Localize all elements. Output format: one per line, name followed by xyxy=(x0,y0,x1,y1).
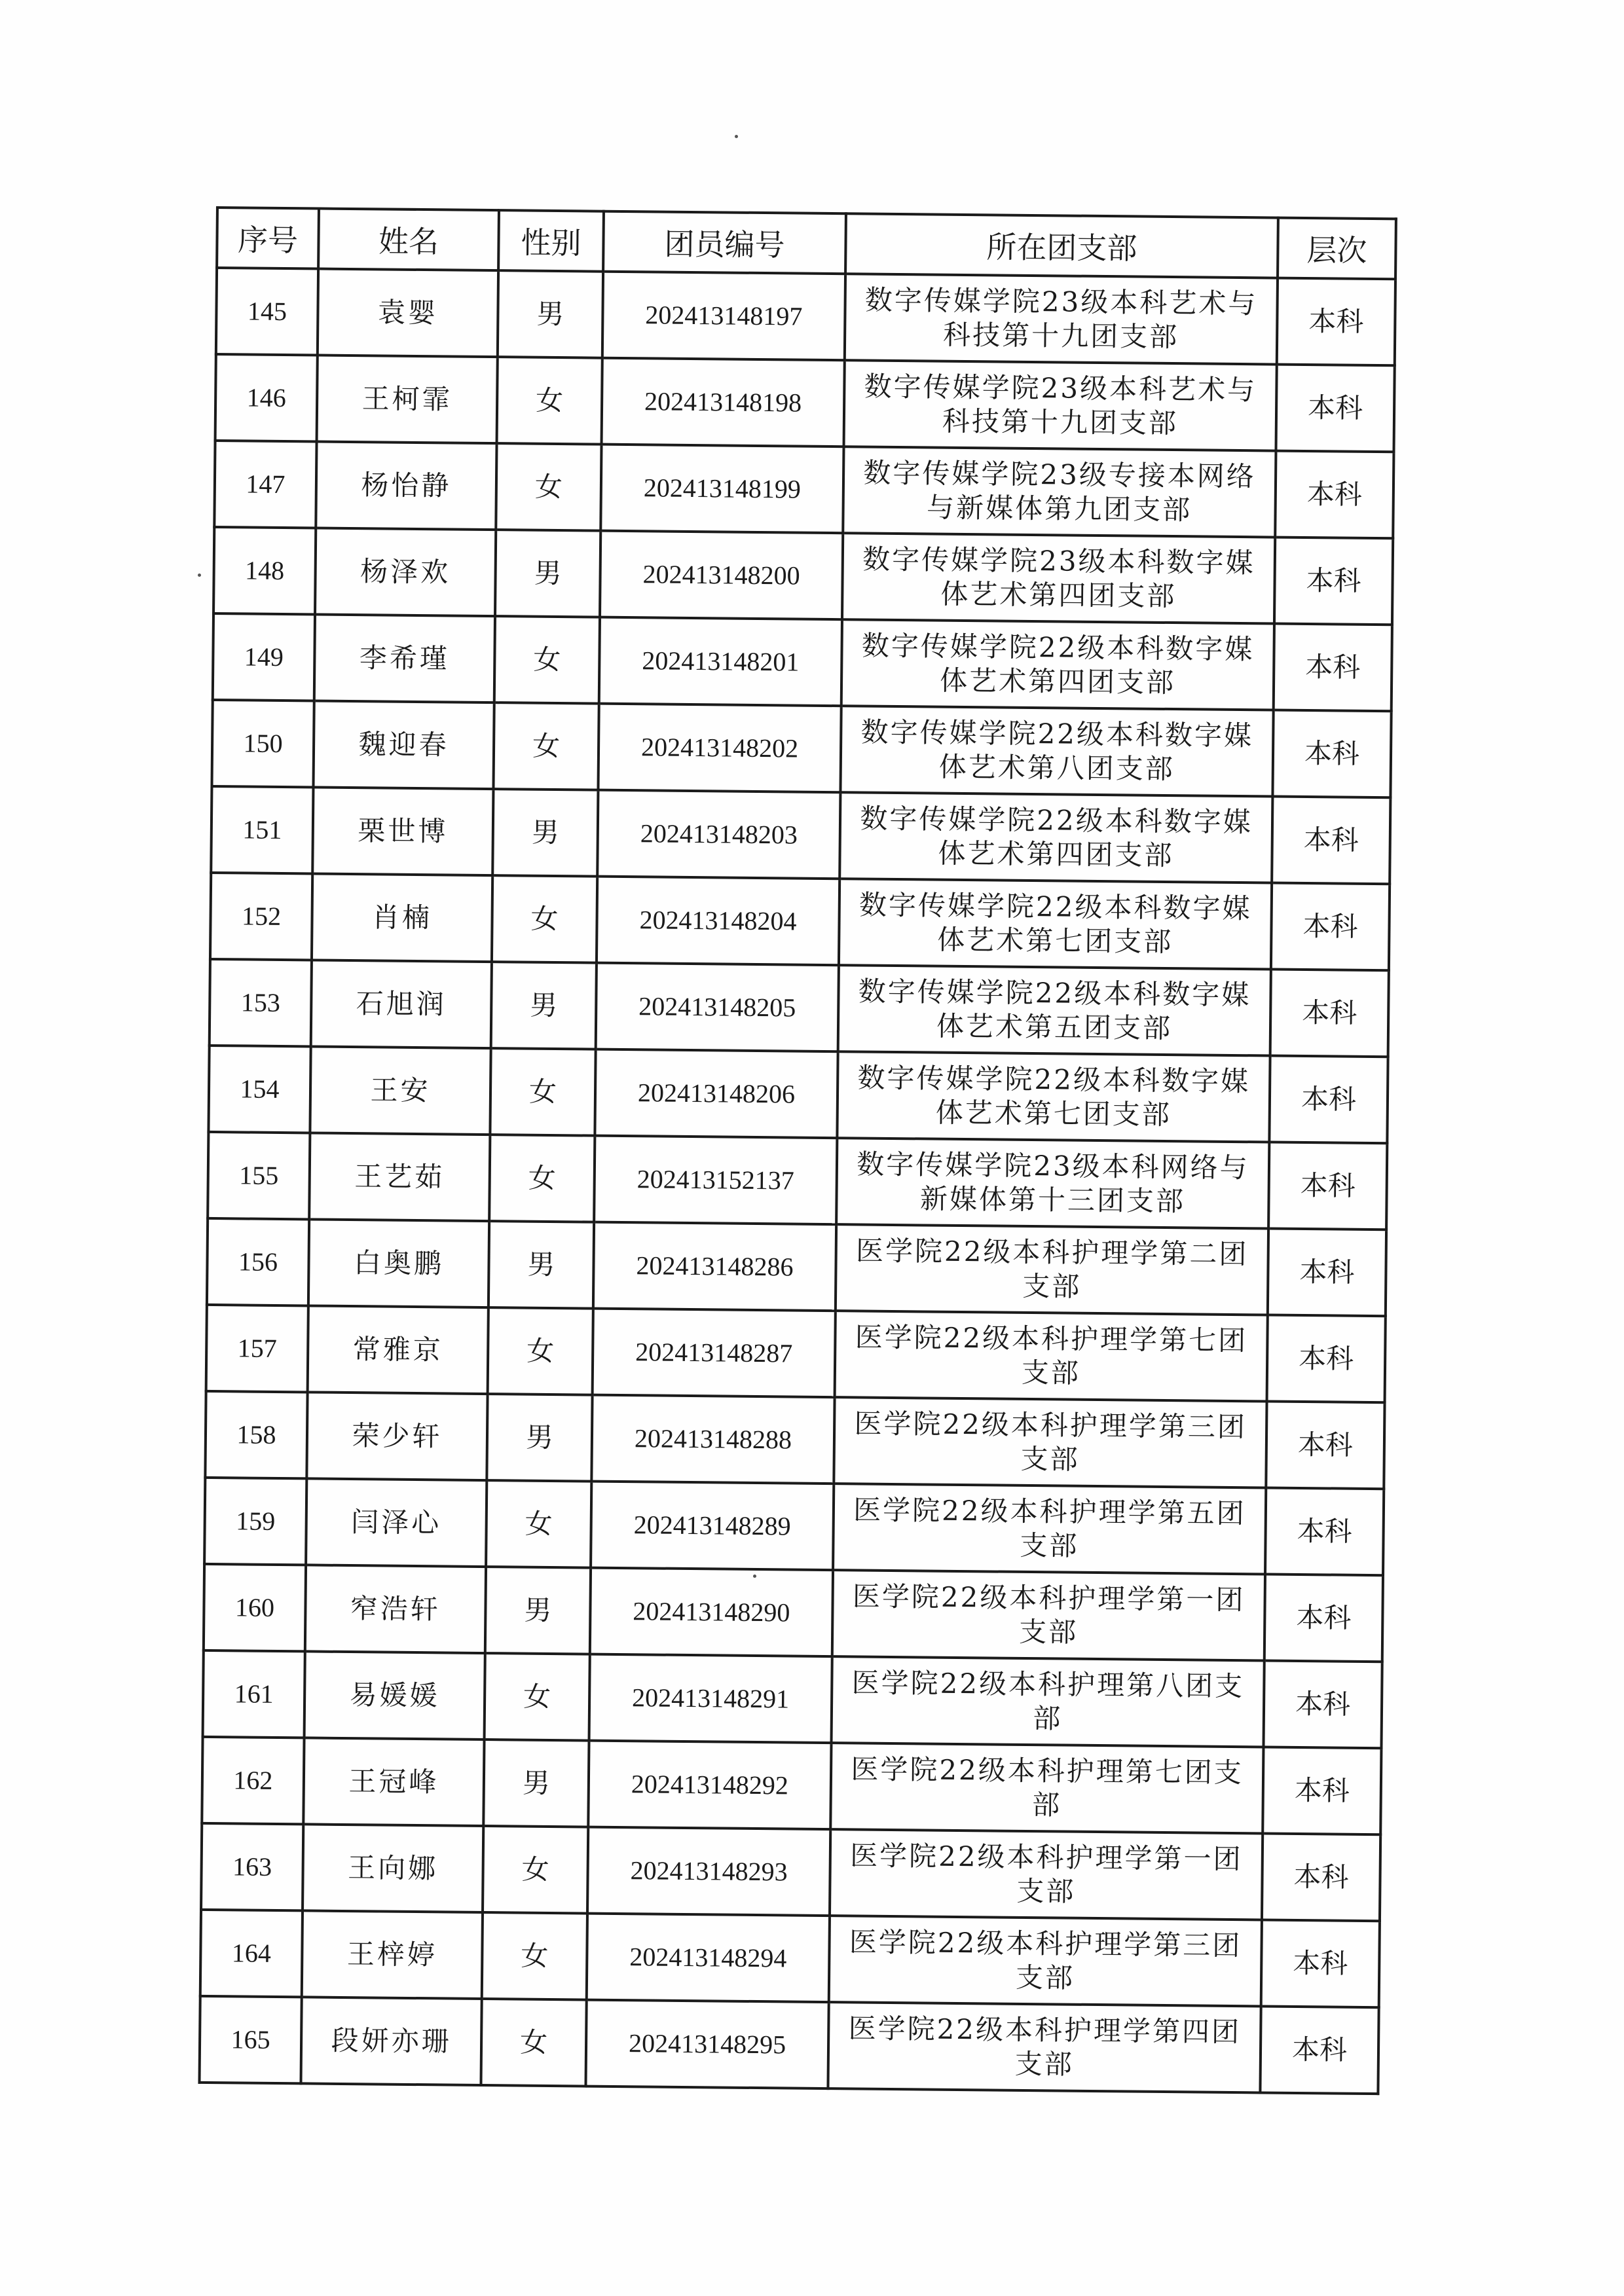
cell-name: 王冠峰 xyxy=(303,1738,484,1826)
table-row xyxy=(210,873,1390,970)
cell-seq: 151 xyxy=(211,786,313,873)
cell-level: 本科 xyxy=(1275,451,1393,539)
table-row xyxy=(199,1996,1378,2094)
table-row xyxy=(207,1218,1386,1316)
cell-member-id: 202413148202 xyxy=(598,704,841,793)
cell-level: 本科 xyxy=(1260,2006,1378,2094)
header-gender: 性别 xyxy=(498,210,604,272)
cell-gender: 女 xyxy=(481,1999,586,2086)
cell-branch: 医学院22级本科护理学第二团支部 xyxy=(836,1224,1268,1315)
cell-seq: 146 xyxy=(215,354,318,441)
cell-branch: 数字传媒学院22级本科数字媒体艺术第四团支部 xyxy=(840,792,1272,883)
cell-gender: 男 xyxy=(495,530,600,617)
cell-member-id: 202413148197 xyxy=(602,272,845,361)
cell-branch: 医学院22级本科护理学第三团支部 xyxy=(834,1397,1266,1487)
cell-branch: 数字传媒学院22级本科数字媒体艺术第四团支部 xyxy=(841,619,1274,710)
cell-seq: 156 xyxy=(207,1218,309,1305)
cell-seq: 165 xyxy=(199,1996,301,2083)
cell-gender: 男 xyxy=(487,1394,592,1482)
cell-branch: 数字传媒学院23级专接本网络与新媒体第九团支部 xyxy=(843,446,1276,537)
cell-seq: 157 xyxy=(206,1305,308,1392)
cell-name: 栗世博 xyxy=(312,787,493,875)
table-row xyxy=(200,1910,1380,2007)
cell-branch: 数字传媒学院23级本科数字媒体艺术第四团支部 xyxy=(842,533,1275,623)
cell-gender: 男 xyxy=(492,789,598,877)
table-row xyxy=(203,1650,1382,1748)
cell-name: 王柯霏 xyxy=(317,355,498,443)
cell-level: 本科 xyxy=(1268,1228,1386,1316)
cell-name: 段妍亦珊 xyxy=(301,1997,481,2085)
table-body xyxy=(199,268,1395,2094)
cell-branch: 数字传媒学院22级本科数字媒体艺术第八团支部 xyxy=(840,706,1273,796)
cell-gender: 女 xyxy=(493,702,599,790)
header-seq: 序号 xyxy=(217,208,319,268)
cell-branch: 数字传媒学院22级本科数字媒体艺术第七团支部 xyxy=(839,879,1272,969)
cell-member-id: 202413148290 xyxy=(590,1568,833,1657)
cell-gender: 女 xyxy=(488,1307,593,1395)
cell-seq: 150 xyxy=(212,700,314,787)
cell-level: 本科 xyxy=(1263,1660,1382,1748)
cell-branch: 数字传媒学院23级本科艺术与科技第十九团支部 xyxy=(845,274,1278,364)
cell-level: 本科 xyxy=(1270,970,1389,1057)
cell-name: 窄浩轩 xyxy=(305,1565,486,1653)
cell-branch: 医学院22级本科护理学第四团支部 xyxy=(828,2002,1261,2092)
cell-name: 王安 xyxy=(310,1046,490,1135)
cell-gender: 女 xyxy=(485,1653,590,1741)
cell-name: 王向娜 xyxy=(303,1824,483,1912)
cell-seq: 147 xyxy=(214,441,316,528)
cell-gender: 男 xyxy=(483,1740,589,1827)
cell-gender: 女 xyxy=(490,1048,595,1136)
cell-member-id: 202413148199 xyxy=(600,445,843,534)
table-row xyxy=(205,1391,1384,1489)
cell-name: 石旭润 xyxy=(311,960,492,1048)
cell-member-id: 202413152137 xyxy=(594,1136,837,1225)
cell-gender: 女 xyxy=(492,875,597,963)
cell-name: 李希瑾 xyxy=(314,614,495,702)
cell-gender: 男 xyxy=(491,962,597,1049)
cell-gender: 女 xyxy=(482,1912,587,2000)
cell-level: 本科 xyxy=(1262,1833,1380,1921)
cell-seq: 148 xyxy=(213,527,316,614)
cell-name: 荣少轩 xyxy=(306,1392,487,1480)
cell-branch: 数字传媒学院22级本科数字媒体艺术第七团支部 xyxy=(837,1051,1270,1142)
cell-seq: 160 xyxy=(204,1564,306,1651)
cell-member-id: 202413148287 xyxy=(593,1309,836,1398)
header-branch: 所在团支部 xyxy=(845,213,1278,278)
scan-speck xyxy=(735,135,738,138)
table-header-row xyxy=(217,208,1396,279)
cell-level: 本科 xyxy=(1276,365,1394,452)
cell-name: 杨泽欢 xyxy=(315,528,496,616)
cell-seq: 161 xyxy=(203,1650,305,1738)
cell-level: 本科 xyxy=(1265,1487,1384,1575)
header-name: 姓名 xyxy=(318,209,499,271)
cell-name: 闫泽心 xyxy=(306,1478,487,1567)
cell-level: 本科 xyxy=(1266,1401,1384,1489)
cell-name: 易媛媛 xyxy=(304,1651,485,1740)
cell-gender: 男 xyxy=(485,1567,591,1654)
cell-level: 本科 xyxy=(1268,1142,1387,1230)
cell-level: 本科 xyxy=(1267,1315,1386,1402)
cell-level: 本科 xyxy=(1272,797,1390,884)
cell-member-id: 202413148291 xyxy=(589,1654,832,1743)
cell-member-id: 202413148288 xyxy=(591,1395,834,1484)
table-row xyxy=(215,354,1395,452)
table-row xyxy=(202,1737,1381,1834)
cell-name: 王艺茹 xyxy=(309,1133,490,1221)
cell-level: 本科 xyxy=(1264,1574,1383,1662)
table-row xyxy=(208,1132,1387,1230)
header-member-id: 团员编号 xyxy=(603,211,846,274)
cell-gender: 女 xyxy=(494,616,600,704)
cell-branch: 数字传媒学院23级本科网络与新媒体第十三团支部 xyxy=(836,1138,1269,1228)
cell-name: 白奥鹏 xyxy=(308,1219,489,1307)
table-row xyxy=(204,1564,1383,1662)
cell-name: 杨怡静 xyxy=(316,441,496,530)
member-roster-table xyxy=(198,206,1397,2095)
cell-level: 本科 xyxy=(1274,624,1392,712)
table-row xyxy=(214,441,1393,538)
cell-seq: 158 xyxy=(205,1391,307,1478)
cell-seq: 154 xyxy=(208,1046,310,1133)
cell-branch: 医学院22级本科护理学第七团支部 xyxy=(835,1311,1268,1401)
cell-branch: 医学院22级本科护理学第一团支部 xyxy=(832,1570,1265,1660)
cell-gender: 女 xyxy=(489,1135,595,1222)
cell-gender: 男 xyxy=(489,1221,594,1309)
cell-member-id: 202413148286 xyxy=(593,1222,836,1311)
cell-name: 袁婴 xyxy=(318,269,498,357)
cell-member-id: 202413148201 xyxy=(599,617,842,706)
cell-member-id: 202413148294 xyxy=(587,1914,830,2003)
cell-member-id: 202413148293 xyxy=(587,1827,830,1916)
cell-member-id: 202413148205 xyxy=(596,963,839,1052)
cell-gender: 男 xyxy=(498,270,603,358)
cell-name: 魏迎春 xyxy=(313,701,494,789)
cell-branch: 医学院22级本科护理第八团支部 xyxy=(832,1656,1264,1747)
cell-level: 本科 xyxy=(1261,1920,1380,2007)
table-row xyxy=(211,786,1390,884)
cell-member-id: 202413148289 xyxy=(591,1482,834,1571)
cell-member-id: 202413148200 xyxy=(600,531,843,620)
cell-seq: 162 xyxy=(202,1737,304,1824)
table-row xyxy=(204,1478,1384,1575)
cell-seq: 159 xyxy=(204,1478,306,1565)
table-row xyxy=(208,1046,1388,1143)
cell-name: 王梓婷 xyxy=(302,1910,483,1999)
cell-level: 本科 xyxy=(1272,710,1391,798)
cell-member-id: 202413148206 xyxy=(595,1049,838,1139)
table-row xyxy=(210,959,1389,1057)
cell-branch: 医学院22级本科护理第七团支部 xyxy=(830,1743,1263,1833)
table-row xyxy=(216,268,1395,365)
cell-branch: 医学院22级本科护理学第五团支部 xyxy=(833,1484,1266,1574)
table-row xyxy=(213,613,1392,711)
header-level: 层次 xyxy=(1278,218,1396,280)
cell-level: 本科 xyxy=(1269,1056,1388,1144)
cell-gender: 女 xyxy=(486,1480,591,1568)
cell-level: 本科 xyxy=(1263,1747,1381,1834)
cell-member-id: 202413148292 xyxy=(588,1741,831,1830)
cell-level: 本科 xyxy=(1271,883,1390,971)
cell-gender: 女 xyxy=(496,443,601,531)
cell-gender: 女 xyxy=(483,1826,588,1914)
cell-member-id: 202413148295 xyxy=(585,2000,828,2089)
cell-branch: 医学院22级本科护理学第三团支部 xyxy=(829,1916,1262,2006)
cell-seq: 163 xyxy=(201,1823,303,1910)
scan-speck xyxy=(198,574,201,577)
table-row xyxy=(201,1823,1380,1921)
cell-branch: 医学院22级本科护理学第一团支部 xyxy=(830,1829,1263,1920)
cell-seq: 145 xyxy=(216,268,318,355)
cell-name: 肖楠 xyxy=(312,873,492,962)
cell-gender: 女 xyxy=(497,357,602,445)
cell-level: 本科 xyxy=(1274,538,1393,625)
cell-seq: 164 xyxy=(200,1910,303,1997)
cell-seq: 155 xyxy=(208,1132,310,1219)
cell-name: 常雅京 xyxy=(308,1305,489,1394)
table-row xyxy=(213,527,1393,625)
cell-seq: 149 xyxy=(213,613,315,701)
table-row xyxy=(212,700,1391,797)
cell-branch: 数字传媒学院22级本科数字媒体艺术第五团支部 xyxy=(838,965,1271,1055)
cell-seq: 153 xyxy=(210,959,312,1046)
cell-seq: 152 xyxy=(210,873,312,960)
cell-member-id: 202413148204 xyxy=(597,877,840,966)
cell-level: 本科 xyxy=(1277,278,1395,366)
cell-member-id: 202413148198 xyxy=(602,358,845,447)
cell-member-id: 202413148203 xyxy=(597,790,840,879)
table-row xyxy=(206,1305,1386,1402)
cell-branch: 数字传媒学院23级本科艺术与科技第十九团支部 xyxy=(844,360,1277,450)
